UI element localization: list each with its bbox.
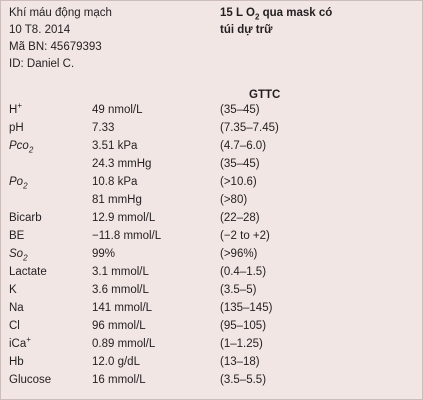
reference-range: (7.35–7.45) [220, 122, 279, 134]
table-row [1, 372, 422, 389]
analyte-name: pH [9, 122, 24, 134]
analyte-name: $So_2$ [9, 248, 28, 263]
analyte-value: −11.8 mmol/L [92, 230, 162, 242]
table-row [1, 192, 422, 209]
analyte-name: Pco$_2$ [9, 140, 34, 155]
analyte-value: 12.9 mmol/L [92, 212, 156, 224]
patient-number: Mã BN: 45679393 [9, 41, 102, 53]
reference-range: (3.5–5.5) [220, 374, 267, 386]
reference-range: (>80) [220, 194, 248, 206]
patient-header [9, 5, 112, 73]
patient-id: ID: Daniel C. [9, 58, 75, 70]
table-row [1, 156, 422, 173]
analyte-value: 3.6 mmol/L [92, 284, 149, 296]
analyte-value: 3.51 kPa [92, 140, 138, 152]
table-row [1, 210, 422, 227]
analyte-name: $Po_2$ [9, 176, 28, 191]
table-row [1, 138, 422, 155]
table-row [1, 120, 422, 137]
report-title: Khí máu động mạch [9, 7, 112, 19]
analyte-name: Glucose [9, 374, 52, 386]
reference-range: (135–145) [220, 302, 273, 314]
reference-range: (0.4–1.5) [220, 266, 267, 278]
reference-range: (3.5–5) [220, 284, 257, 296]
analyte-value: 3.1 mmol/L [92, 266, 149, 278]
analyte-value: 16 mmol/L [92, 374, 146, 386]
table-row [1, 354, 422, 371]
analyte-value: 0.89 mmol/L [92, 338, 156, 350]
analyte-name: K [9, 284, 17, 296]
table-row [1, 174, 422, 191]
reference-range: (13–18) [220, 356, 260, 368]
analyte-value: 81 mmHg [92, 194, 142, 206]
reference-range: (>10.6) [220, 176, 257, 188]
analyte-value: 12.0 g/dL [92, 356, 140, 368]
table-row [1, 246, 422, 263]
analyte-name: Bicarb [9, 212, 42, 224]
analyte-name: iCa+ [9, 335, 31, 350]
table-row [1, 228, 422, 245]
table-row [1, 318, 422, 335]
analyte-value: 99% [92, 248, 116, 260]
analyte-value: 7.33 [92, 122, 115, 134]
analyte-name: Na [9, 302, 24, 314]
table-row [1, 102, 422, 119]
analyte-name: H+ [9, 101, 22, 116]
analyte-value: 10.8 kPa [92, 176, 138, 188]
reference-range: (>96%) [220, 248, 258, 260]
reference-range: (35–45) [220, 158, 260, 170]
reference-range: (1–1.25) [220, 338, 263, 350]
reference-range: (95–105) [220, 320, 267, 332]
analyte-value: 49 nmol/L [92, 104, 143, 116]
analyte-value: 24.3 mmHg [92, 158, 152, 170]
reference-range-header: GTTC [249, 89, 281, 101]
reference-range: (22–28) [220, 212, 260, 224]
oxygen-condition-line1: 15 L $O_2$ qua mask có [220, 7, 333, 22]
analyte-name: Hb [9, 356, 24, 368]
analyte-name: BE [9, 230, 25, 242]
oxygen-condition-line2: túi dự trữ [220, 24, 273, 36]
report-date: 10 T8. 2014 [9, 24, 71, 36]
table-row [1, 300, 422, 317]
reference-range: (35–45) [220, 104, 260, 116]
analyte-name: Cl [9, 320, 20, 332]
analyte-value: 96 mmol/L [92, 320, 146, 332]
table-row [1, 282, 422, 299]
analyte-name: Lactate [9, 266, 47, 278]
oxygen-condition [220, 5, 410, 39]
analyte-value: 141 mmol/L [92, 302, 153, 314]
reference-range: (−2 to +2) [220, 230, 270, 242]
table-row [1, 264, 422, 281]
reference-range: (4.7–6.0) [220, 140, 267, 152]
table-row [1, 336, 422, 353]
